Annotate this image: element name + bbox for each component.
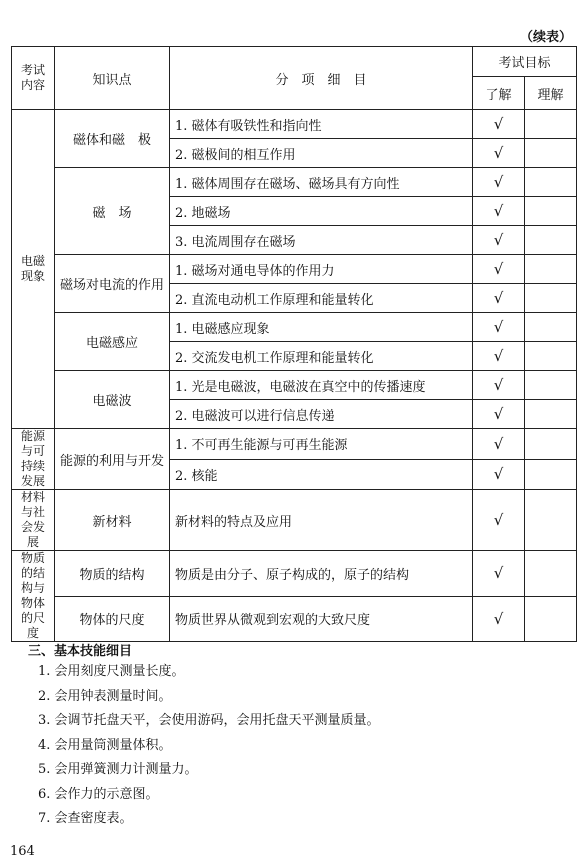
understand-check-mark: √ xyxy=(473,197,525,226)
table-row xyxy=(12,551,577,597)
detail-item-cell: 1. 光是电磁波，电磁波在真空中的传播速度 xyxy=(170,371,473,400)
understand-check-mark: √ xyxy=(473,371,525,400)
understand-check-mark: √ xyxy=(473,313,525,342)
comprehend-cell xyxy=(525,284,577,313)
detail-item-cell: 1. 电磁感应现象 xyxy=(170,313,473,342)
detail-item-cell: 物质是由分子、原子构成的，原子的结构 xyxy=(170,551,473,597)
content-cell: 材料与社会发展 xyxy=(12,490,55,551)
skill-item: 5. 会用弹簧测力计测量力。 xyxy=(38,762,198,777)
header-detail: 分 项 细 目 xyxy=(170,47,473,110)
understand-check-mark: √ xyxy=(473,551,525,597)
comprehend-cell xyxy=(525,429,577,460)
understand-check-mark: √ xyxy=(473,596,525,642)
continued-label: （续表） xyxy=(519,30,572,45)
detail-item-cell: 1. 磁体周围存在磁场、磁场具有方向性 xyxy=(170,168,473,197)
detail-item-cell: 1. 不可再生能源与可再生能源 xyxy=(170,429,473,460)
skill-item: 1. 会用刻度尺测量长度。 xyxy=(38,664,185,679)
skills-list xyxy=(38,660,380,832)
comprehend-cell xyxy=(525,139,577,168)
detail-item-cell: 2. 电磁波可以进行信息传递 xyxy=(170,400,473,429)
comprehend-cell xyxy=(525,551,577,597)
skill-item: 3. 会调节托盘天平，会使用游码，会用托盘天平测量质量。 xyxy=(38,713,380,728)
table-row xyxy=(12,490,577,551)
knowledge-point-cell: 磁体和磁 极 xyxy=(55,110,170,168)
knowledge-point-cell: 物体的尺度 xyxy=(55,596,170,642)
comprehend-cell xyxy=(525,255,577,284)
comprehend-cell xyxy=(525,168,577,197)
table-row xyxy=(12,168,577,197)
knowledge-point-cell: 物质的结构 xyxy=(55,551,170,597)
header-target: 考试目标 xyxy=(473,47,577,77)
header-content: 考试内容 xyxy=(12,47,55,110)
content-cell: 物质的结构与物体的尺度 xyxy=(12,551,55,642)
detail-item-cell: 1. 磁体有吸铁性和指向性 xyxy=(170,110,473,139)
table-row xyxy=(12,255,577,284)
skill-item: 6. 会作力的示意图。 xyxy=(38,786,159,802)
skill-item: 7. 会查密度表。 xyxy=(38,811,133,826)
detail-item-cell: 2. 交流发电机工作原理和能量转化 xyxy=(170,342,473,371)
comprehend-cell xyxy=(525,197,577,226)
table-row xyxy=(12,313,577,342)
skill-item: 2. 会用钟表测量时间。 xyxy=(38,688,172,704)
knowledge-point-cell: 磁 场 xyxy=(55,168,170,255)
knowledge-point-cell: 新材料 xyxy=(55,490,170,551)
comprehend-cell xyxy=(525,400,577,429)
detail-item-cell: 2. 直流电动机工作原理和能量转化 xyxy=(170,284,473,313)
detail-item-cell: 新材料的特点及应用 xyxy=(170,490,473,551)
detail-item-cell: 1. 磁场对通电导体的作用力 xyxy=(170,255,473,284)
knowledge-point-cell: 能源的利用与开发 xyxy=(55,429,170,490)
understand-check-mark: √ xyxy=(473,284,525,313)
knowledge-point-cell: 电磁感应 xyxy=(55,313,170,371)
understand-check-mark: √ xyxy=(473,490,525,551)
table-row xyxy=(12,429,577,460)
comprehend-cell xyxy=(525,313,577,342)
content-cell: 能源与可持续发展 xyxy=(12,429,55,490)
detail-item-cell: 2. 地磁场 xyxy=(170,197,473,226)
page-number: 164 xyxy=(10,844,35,859)
understand-check-mark: √ xyxy=(473,400,525,429)
detail-item-cell: 2. 核能 xyxy=(170,459,473,490)
content-cell: 电磁现象 xyxy=(12,110,55,429)
detail-item-cell: 2. 磁极间的相互作用 xyxy=(170,139,473,168)
table-row xyxy=(12,110,577,139)
understand-check-mark: √ xyxy=(473,168,525,197)
detail-item-cell: 物质世界从微观到宏观的大致尺度 xyxy=(170,596,473,642)
understand-check-mark: √ xyxy=(473,139,525,168)
understand-check-mark: √ xyxy=(473,110,525,139)
comprehend-cell xyxy=(525,342,577,371)
understand-check-mark: √ xyxy=(473,255,525,284)
comprehend-cell xyxy=(525,459,577,490)
comprehend-cell xyxy=(525,110,577,139)
understand-check-mark: √ xyxy=(473,429,525,460)
understand-check-mark: √ xyxy=(473,459,525,490)
knowledge-point-cell: 磁场对电流的作用 xyxy=(55,255,170,313)
understand-check-mark: √ xyxy=(473,226,525,255)
comprehend-cell xyxy=(525,371,577,400)
header-knowledge: 知识点 xyxy=(55,47,170,110)
detail-item-cell: 3. 电流周围存在磁场 xyxy=(170,226,473,255)
header-understand: 了解 xyxy=(473,77,525,110)
section-title: 三、基本技能细目 xyxy=(28,644,133,659)
comprehend-cell xyxy=(525,596,577,642)
knowledge-point-cell: 电磁波 xyxy=(55,371,170,429)
understand-check-mark: √ xyxy=(473,342,525,371)
header-comprehend: 理解 xyxy=(525,77,577,110)
skill-item: 4. 会用量筒测量体积。 xyxy=(38,737,172,753)
exam-content-table xyxy=(11,46,577,642)
comprehend-cell xyxy=(525,226,577,255)
table-row xyxy=(12,371,577,400)
comprehend-cell xyxy=(525,490,577,551)
table-row xyxy=(12,596,577,642)
